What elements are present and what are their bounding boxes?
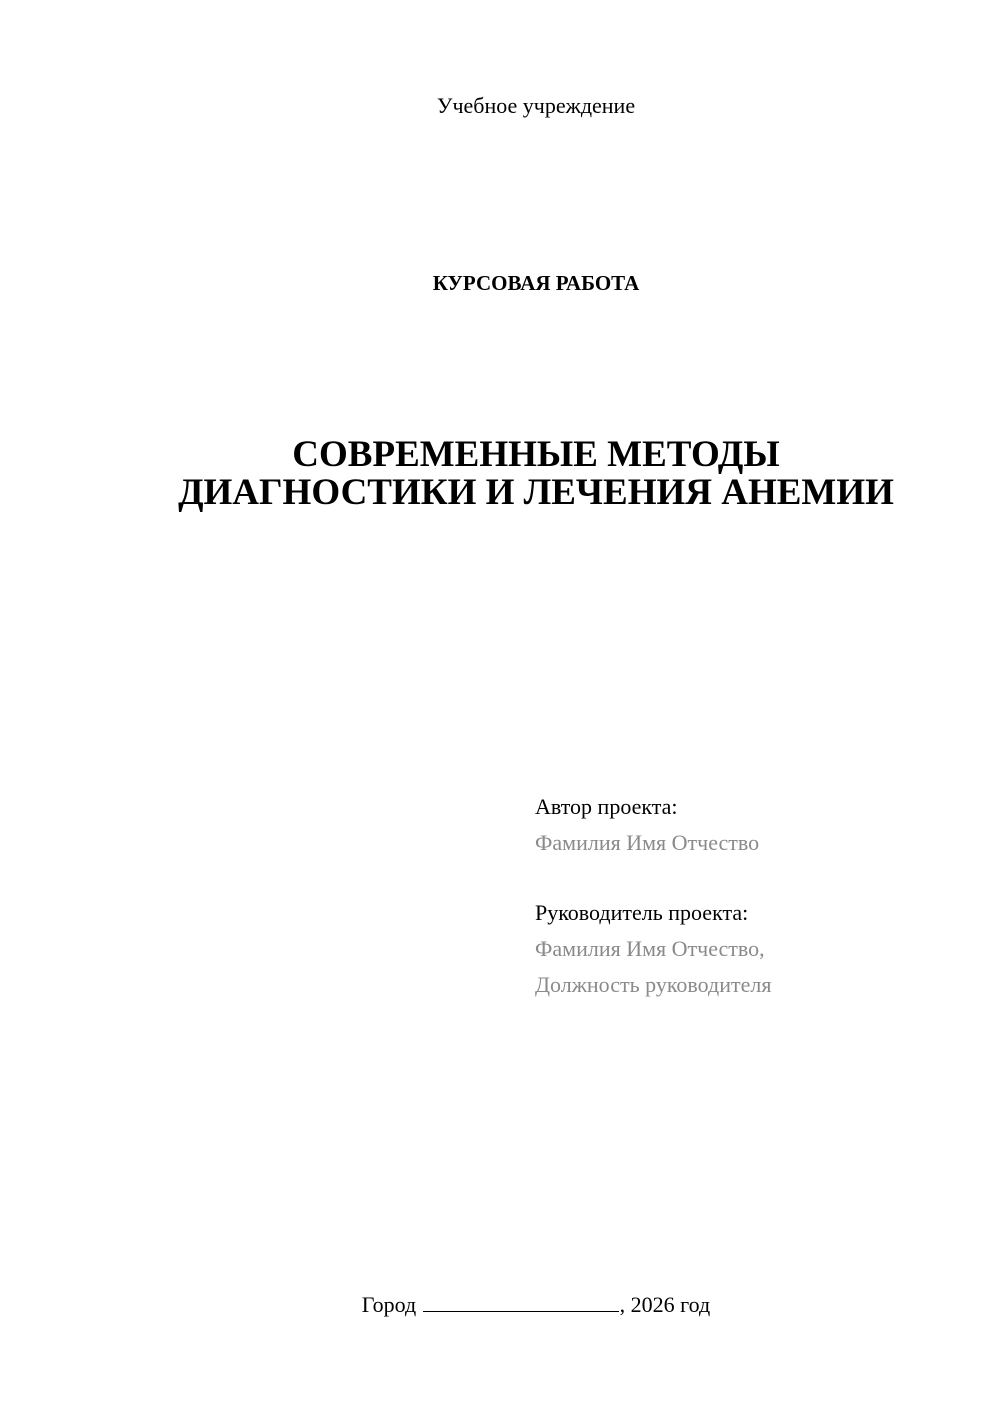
info-spacer xyxy=(535,861,771,895)
supervisor-position-placeholder: Должность руководителя xyxy=(535,972,772,997)
institution-name: Учебное учреждение xyxy=(436,93,636,118)
document-title xyxy=(0,436,1000,512)
city-blank-line xyxy=(423,1291,619,1312)
title-line-1: СОВРЕМЕННЫЕ МЕТОДЫ xyxy=(292,434,780,475)
work-type-heading: КУРСОВАЯ РАБОТА xyxy=(432,271,640,295)
year-text: , 2026 год xyxy=(619,1292,711,1317)
city-year-line xyxy=(0,1291,1000,1319)
supervisor-name-placeholder: Фамилия Имя Отчество, xyxy=(535,936,765,961)
project-info-block xyxy=(535,789,771,1003)
city-label: Город xyxy=(361,1292,417,1317)
author-name-placeholder: Фамилия Имя Отчество xyxy=(535,830,760,855)
author-label: Автор проекта: xyxy=(535,794,678,819)
title-line-2: ДИАГНОСТИКИ И ЛЕЧЕНИЯ АНЕМИИ xyxy=(178,472,894,513)
supervisor-label: Руководитель проекта: xyxy=(535,900,749,925)
